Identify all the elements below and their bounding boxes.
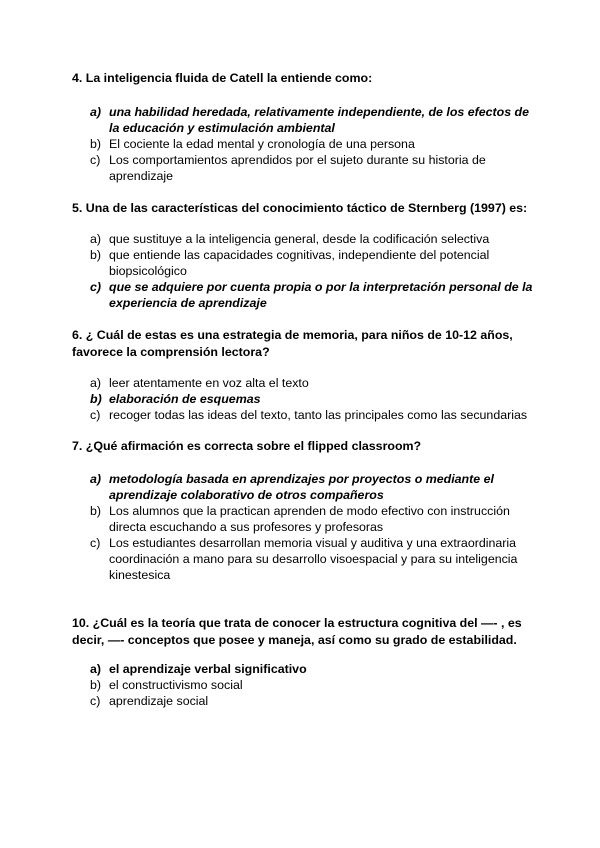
question-4-title: 4. La inteligencia fluida de Catell la entiende como: bbox=[72, 71, 373, 85]
question-10-option-a: a) el aprendizaje verbal significativo bbox=[90, 662, 307, 676]
question-5-option-b: b) que entiende las capacidades cognitivas, independiente del potencial biopsicológico bbox=[90, 248, 490, 278]
question-10 bbox=[72, 615, 542, 709]
question-7 bbox=[72, 438, 542, 583]
question-4 bbox=[72, 70, 542, 184]
question-7-options bbox=[72, 471, 542, 583]
question-10-option-b: b) el constructivismo social bbox=[90, 678, 243, 692]
question-5-options bbox=[72, 231, 542, 311]
question-7-title: 7. ¿Qué afirmación es correcta sobre el flipped classroom? bbox=[72, 439, 422, 453]
question-5-title: 5. Una de las características del conocimiento táctico de Sternberg (1997) es: bbox=[72, 201, 528, 215]
question-6-title: 6. ¿ Cuál de estas es una estrategia de memoria, para niños de 10-12 años, favorece la comprensión lectora? bbox=[72, 328, 513, 359]
question-4-option-c: c) Los comportamientos aprendidos por el sujeto durante su historia de aprendizaje bbox=[90, 153, 486, 183]
question-10-options bbox=[72, 661, 542, 709]
question-5-option-c: c) que se adquiere por cuenta propia o por la interpretación personal de la experiencia de aprendizaje bbox=[90, 280, 533, 310]
question-5 bbox=[72, 200, 542, 311]
question-6-option-a: a) leer atentamente en voz alta el texto bbox=[90, 376, 309, 390]
question-10-title: 10. ¿Cuál es la teoría que trata de conocer la estructura cognitiva del —- , es decir, —- conceptos que posee y maneja, así como su grado de estabilidad. bbox=[72, 616, 522, 647]
question-4-option-b: b) El cociente la edad mental y cronología de una persona bbox=[90, 137, 415, 151]
question-6-option-b: b) elaboración de esquemas bbox=[90, 392, 261, 406]
question-4-option-a: a) una habilidad heredada, relativamente independiente, de los efectos de la educación y estimulación ambiental bbox=[90, 105, 530, 135]
question-6-options bbox=[72, 375, 542, 423]
question-4-options bbox=[72, 104, 542, 184]
question-6 bbox=[72, 327, 542, 423]
question-7-option-a: a) metodología basada en aprendizajes por proyectos o mediante el aprendizaje colaborativo de otros compañeros bbox=[90, 472, 494, 502]
question-5-option-a: a) que sustituye a la inteligencia general, desde la codificación selectiva bbox=[90, 232, 490, 246]
question-7-option-c: c) Los estudiantes desarrollan memoria visual y auditiva y una extraordinaria coordinación a mano para su desarrollo visoespacial y para su inteligencia kinestesica bbox=[90, 536, 518, 582]
question-6-option-c: c) recoger todas las ideas del texto, tanto las principales como las secundarias bbox=[90, 408, 528, 422]
question-10-option-c: c) aprendizaje social bbox=[90, 694, 209, 708]
question-7-option-b: b) Los alumnos que la practican aprenden de modo efectivo con instrucción directa escuchando a sus profesores y profesoras bbox=[90, 504, 510, 534]
